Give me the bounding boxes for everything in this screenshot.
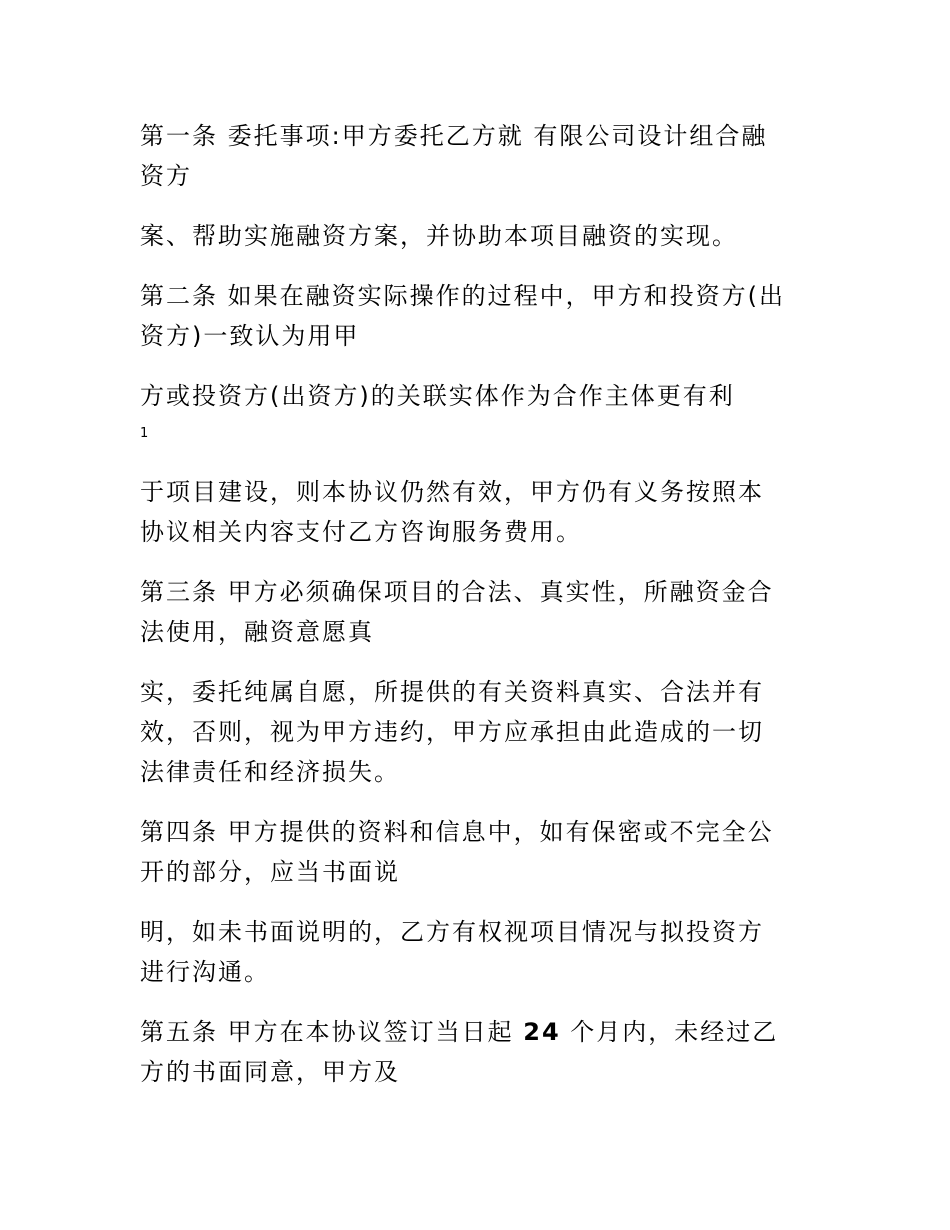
text-line: 资方 <box>140 162 192 190</box>
text-line: 案、帮助实施融资方案，并协助本项目融资的实现。 <box>140 222 738 250</box>
article-2-continuation-2 <box>140 472 820 552</box>
months-count: 24 <box>523 1018 561 1046</box>
text-line: 法律责任和经济损失。 <box>140 758 400 786</box>
text-line: 协议相关内容支付乙方咨询服务费用。 <box>140 518 582 546</box>
text-line: 第三条 甲方必须确保项目的合法、真实性，所融资金合 <box>140 578 774 606</box>
text-line: 资方)一致认为用甲 <box>140 322 360 350</box>
text-line: 进行沟通。 <box>140 958 270 986</box>
document-page <box>140 116 820 1112</box>
text-line: 明，如未书面说明的，乙方有权视项目情况与拟投资方 <box>140 918 764 946</box>
article-1-paragraph <box>140 116 820 196</box>
article-2-continuation <box>140 376 820 416</box>
article-3-paragraph <box>140 572 820 652</box>
article-4-continuation <box>140 912 820 992</box>
text-line: 开的部分，应当书面说 <box>140 858 400 886</box>
article-2-paragraph <box>140 276 820 356</box>
text-segment: 个月内，未经过乙 <box>560 1018 779 1046</box>
text-line: 实，委托纯属自愿，所提供的有关资料真实、合法并有 <box>140 678 764 706</box>
article-5-paragraph <box>140 1012 820 1092</box>
text-line: 法使用，融资意愿真 <box>140 618 374 646</box>
text-segment: 第五条 甲方在本协议签订当日起 <box>140 1018 524 1046</box>
article-4-paragraph <box>140 812 820 892</box>
text-line: 第一条 委托事项:甲方委托乙方就 有限公司设计组合融 <box>140 122 768 150</box>
text-line: 第二条 如果在融资实际操作的过程中，甲方和投资方(出 <box>140 282 785 310</box>
article-3-continuation <box>140 672 820 792</box>
text-line: 于项目建设，则本协议仍然有效，甲方仍有义务按照本 <box>140 478 764 506</box>
page-number: 1 <box>140 426 149 441</box>
text-line <box>140 1012 820 1052</box>
text-line: 方或投资方(出资方)的关联实体作为合作主体更有利 <box>140 382 735 410</box>
text-line: 第四条 甲方提供的资料和信息中，如有保密或不完全公 <box>140 818 774 846</box>
text-line: 效，否则，视为甲方违约，甲方应承担由此造成的一切 <box>140 718 764 746</box>
article-1-continuation <box>140 216 820 256</box>
text-line: 方的书面同意，甲方及 <box>140 1058 400 1086</box>
